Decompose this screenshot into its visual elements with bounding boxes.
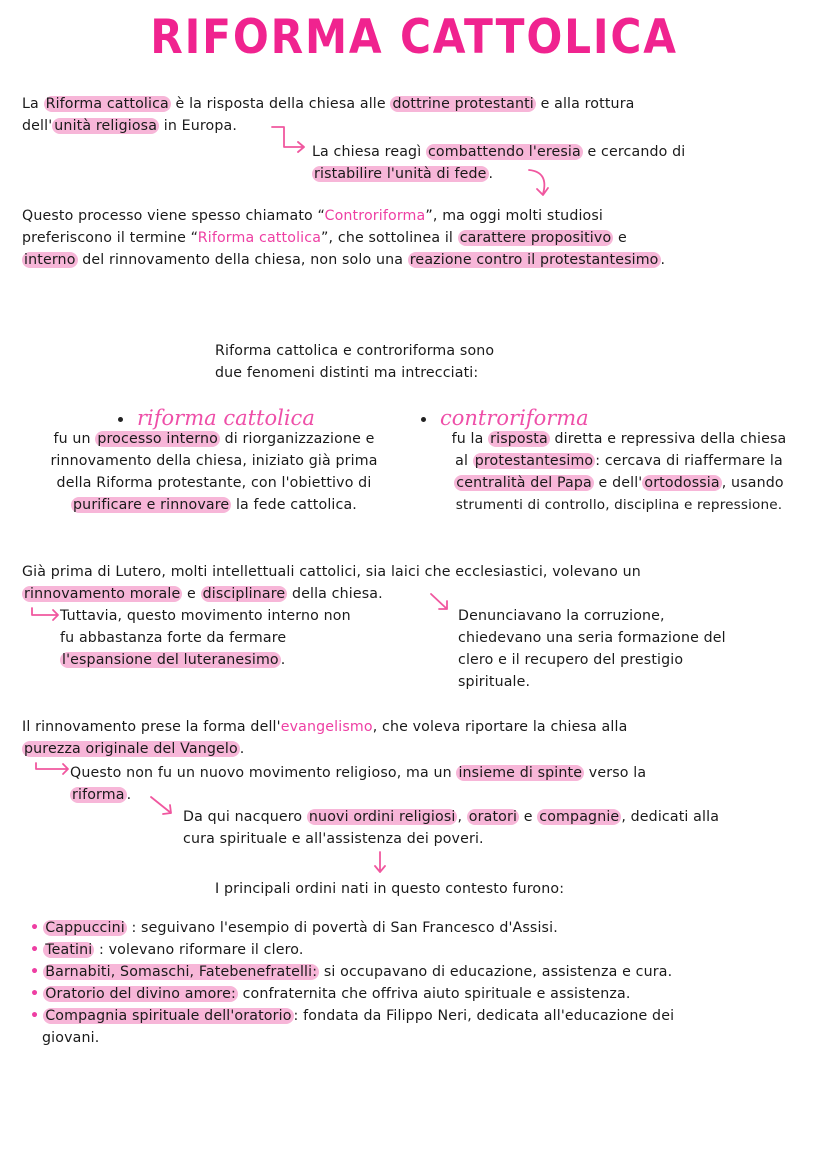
arrow-down-icon: [372, 850, 388, 876]
orders-list: [30, 917, 820, 1049]
highlight: oratori: [468, 809, 518, 825]
evangelism-note: Questo non fu un nuovo movimento religioso, ma un insieme di spinte verso la riforma .: [70, 765, 647, 803]
list-item-continuation: giovani.: [42, 1030, 100, 1046]
highlight: carattere propositivo: [459, 230, 612, 246]
comparison-intro: Riforma cattolica e controriforma sono due fenomeni distinti ma intrecciati:: [215, 343, 495, 381]
highlight: unità religiosa: [54, 118, 158, 134]
list-item: • Compagnia spirituale dell'oratorio : fondata da Filippo Neri, dedicata all'educazione dei: [30, 1008, 675, 1024]
luther-paragraph: Già prima di Lutero, molti intellettuali cattolici, sia laici che ecclesiastici, volevano un rinnovamento morale e disciplinare della chiesa.: [22, 564, 641, 602]
highlight: Teatini: [45, 942, 93, 958]
process-paragraph: Questo processo viene spesso chiamato “Controriforma”, ma oggi molti studiosi preferiscono il termine “Riforma cattolica”, che sottolinea il carattere propositivo e interno del rinnovamento della chiesa, non solo una reazione contro il protestantesimo .: [22, 208, 666, 268]
bullet-icon: •: [30, 942, 40, 958]
list-item: • Teatini : volevano riformare il clero.: [30, 942, 304, 958]
page-title: RIFORMA CATTOLICA: [150, 10, 678, 65]
highlight: dottrine protestanti: [392, 96, 534, 112]
highlight: reazione contro il protestantesimo: [409, 252, 659, 268]
highlight: centralità del Papa: [456, 475, 592, 491]
highlight: Barnabiti, Somaschi, Fatebenefratelli:: [45, 964, 318, 980]
new-orders-text: Da qui nacquero nuovi ordini religiosi , oratori e compagnie , dedicati alla cura spirituale e all'assistenza dei poveri.: [183, 809, 720, 847]
right-column-text: fu la risposta diretta e repressiva della chiesa al protestantesimo : cercava di riaffermare la centralità del Papa e dell' ortodossia , usando strumenti di controllo, disciplina e repressione.: [451, 431, 787, 513]
curved-arrow-icon: [527, 166, 557, 198]
church-reaction: La chiesa reagì combattendo l'eresia e cercando di ristabilire l'unità di fede .: [312, 144, 686, 182]
right-column-heading: controriforma: [421, 405, 589, 431]
highlight: nuovi ordini religiosi: [308, 809, 456, 825]
highlight: protestantesimo: [474, 453, 594, 469]
bullet-icon: •: [30, 986, 40, 1002]
intro-paragraph: La Riforma cattolica è la risposta della chiesa alle dottrine protestanti e alla rottura dell' unità religiosa in Europa.: [22, 96, 635, 134]
highlight: ristabilire l'unità di fede: [314, 166, 487, 182]
arrow-right-icon: [270, 123, 310, 153]
arrow-right-icon: [30, 606, 62, 622]
bullet-dot-icon: [421, 417, 426, 422]
highlight: riforma: [72, 787, 125, 803]
highlight: purificare e rinnovare: [73, 497, 230, 513]
highlight: purezza originale del Vangelo: [24, 741, 238, 757]
arrow-down-right-icon: [428, 590, 454, 616]
bullet-icon: •: [30, 920, 40, 936]
arrow-down-right-icon: [148, 794, 178, 820]
highlight: insieme di spinte: [458, 765, 583, 781]
highlight: Oratorio del divino amore:: [45, 986, 236, 1002]
luther-left-note: Tuttavia, questo movimento interno non fu abbastanza forte da fermare l'espansione del luteranesimo .: [60, 608, 351, 668]
highlight: combattendo l'eresia: [427, 144, 581, 160]
list-item: • Cappuccini : seguivano l'esempio di povertà di San Francesco d'Assisi.: [30, 920, 558, 936]
bullet-dot-icon: [118, 417, 123, 422]
highlight: Compagnia spirituale dell'oratorio: [45, 1008, 292, 1024]
highlight: ortodossia: [644, 475, 720, 491]
bullet-icon: •: [30, 964, 40, 980]
left-column-heading: riforma cattolica: [118, 405, 315, 431]
luther-right-note: Denunciavano la corruzione, chiedevano una seria formazione del clero e il recupero del prestigio spirituale.: [458, 608, 726, 690]
highlight: disciplinare: [202, 586, 286, 602]
highlight: processo interno: [97, 431, 218, 447]
bullet-icon: •: [30, 1008, 40, 1024]
highlight: rinnovamento morale: [24, 586, 181, 602]
highlight: compagnie: [539, 809, 620, 825]
list-item: • Barnabiti, Somaschi, Fatebenefratelli: si occupavano di educazione, assistenza e cura.: [30, 964, 673, 980]
highlight: Cappuccini: [45, 920, 125, 936]
left-column-text: fu un processo interno di riorganizzazione e rinnovamento della chiesa, iniziato già prima della Riforma protestante, con l'obiettivo di purificare e rinnovare la fede cattolica.: [50, 431, 378, 513]
orders-intro: I principali ordini nati in questo contesto furono:: [215, 881, 565, 897]
highlight: Riforma cattolica: [45, 96, 169, 112]
list-item: • Oratorio del divino amore: confraternita che offriva aiuto spirituale e assistenza.: [30, 986, 631, 1002]
evangelism-paragraph: Il rinnovamento prese la forma dell'evangelismo, che voleva riportare la chiesa alla purezza originale del Vangelo .: [22, 719, 628, 757]
highlight: l'espansione del luteranesimo: [62, 652, 279, 668]
highlight: risposta: [490, 431, 548, 447]
arrow-right-icon: [34, 761, 72, 777]
highlight: interno: [24, 252, 76, 268]
